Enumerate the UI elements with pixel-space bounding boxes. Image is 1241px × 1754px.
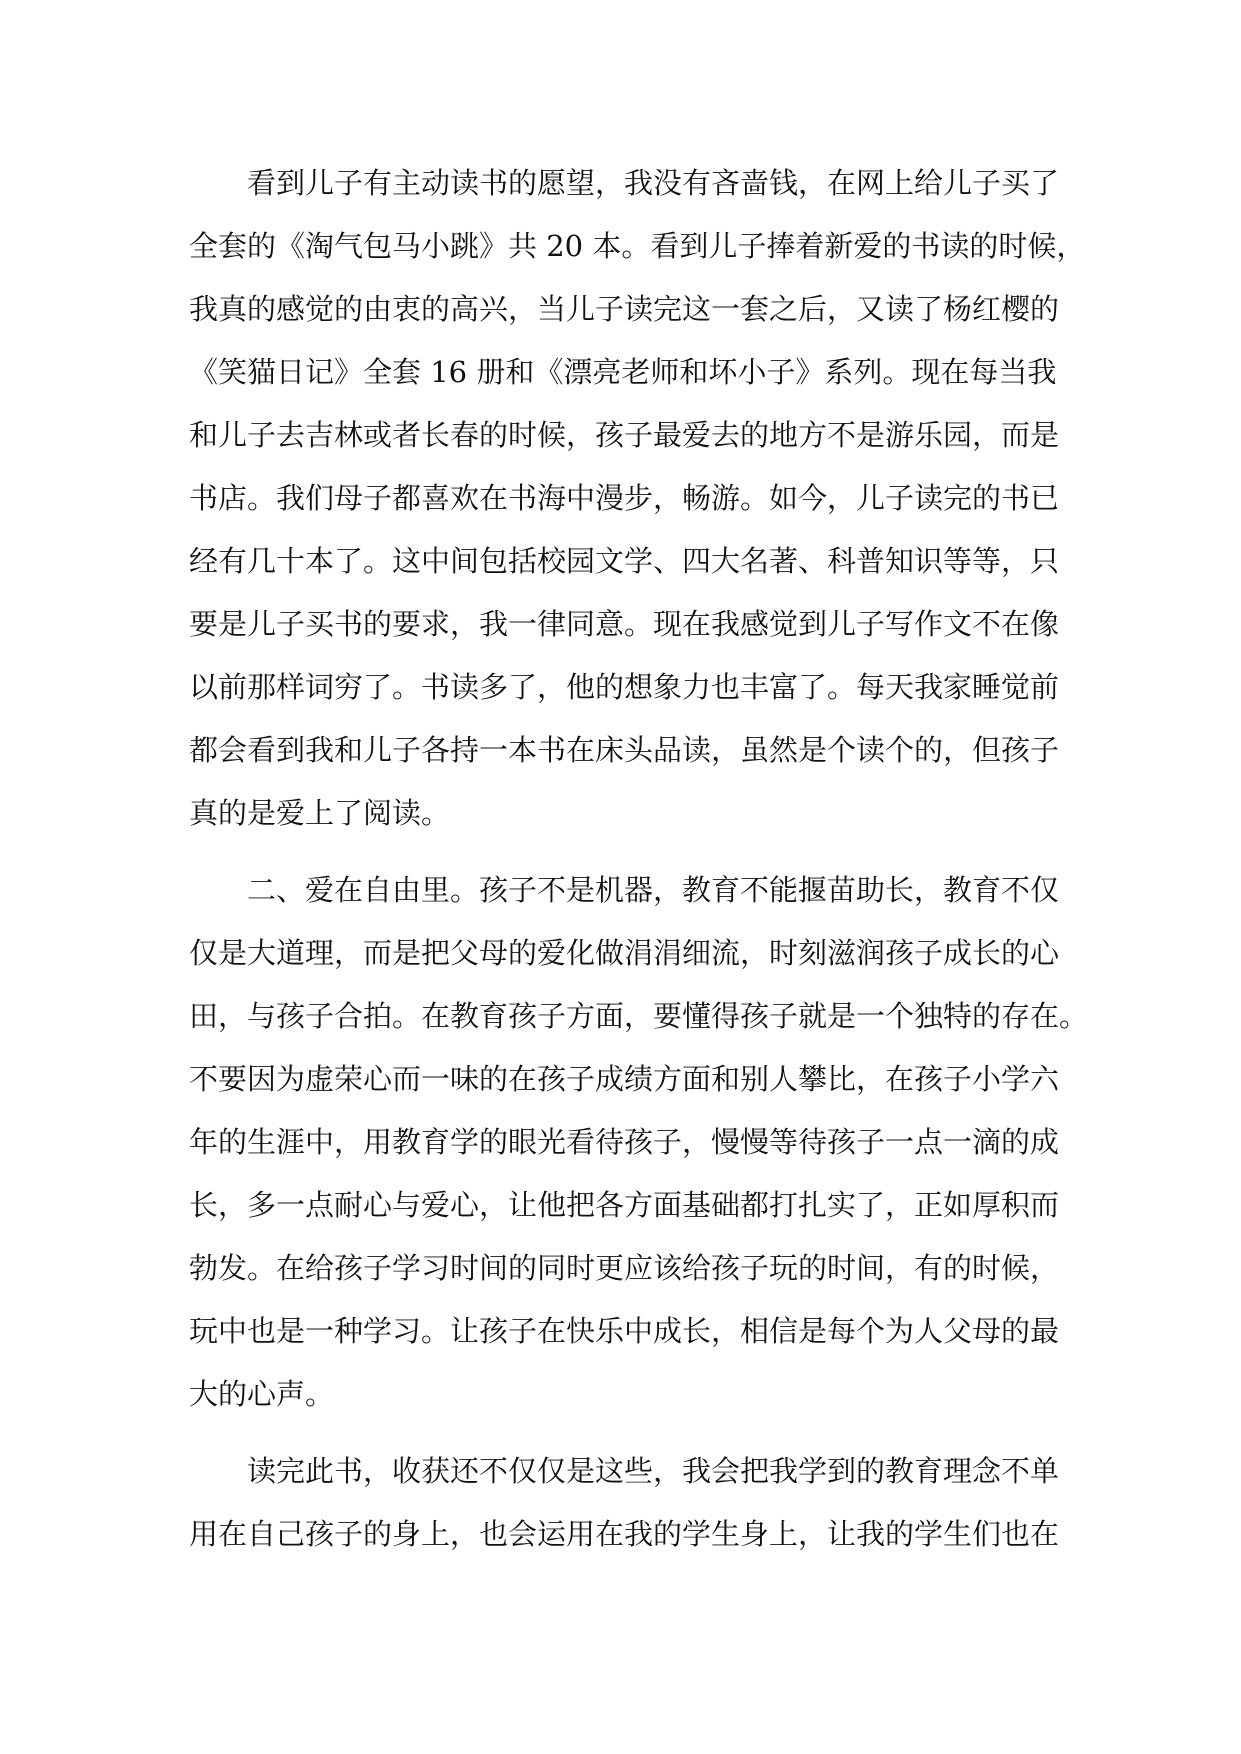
text-line: 书店。我们母子都喜欢在书海中漫步，畅游。如今，儿子读完的书已 xyxy=(189,481,1060,515)
text-line: 大的心声。 xyxy=(189,1377,335,1411)
text-line: 全套的《淘气包马小跳》共 20 本。看到儿子捧着新爱的书读的时候， xyxy=(189,229,1086,263)
text-line: 二、爱在自由里。孩子不是机器，教育不能揠苗助长，教育不仅 xyxy=(247,873,1060,907)
document-body xyxy=(189,152,1089,1566)
text-line: 要是儿子买书的要求，我一律同意。现在我感觉到儿子写作文不在像 xyxy=(189,607,1060,641)
text-line: 田，与孩子合拍。在教育孩子方面，要懂得孩子就是一个独特的存在。 xyxy=(189,999,1089,1033)
text-line: 《笑猫日记》全套 16 册和《漂亮老师和坏小子》系列。现在每当我 xyxy=(189,355,1057,389)
paragraph-2 xyxy=(189,859,1089,1426)
text-line: 和儿子去吉林或者长春的时候，孩子最爱去的地方不是游乐园，而是 xyxy=(189,418,1060,452)
text-line: 我真的感觉的由衷的高兴，当儿子读完这一套之后，又读了杨红樱的 xyxy=(189,292,1060,326)
text-line: 真的是爱上了阅读。 xyxy=(189,796,451,830)
text-line: 读完此书，收获还不仅仅是这些，我会把我学到的教育理念不单 xyxy=(247,1454,1060,1488)
text-line: 不要因为虚荣心而一味的在孩子成绩方面和别人攀比，在孩子小学六 xyxy=(189,1062,1060,1096)
text-line: 都会看到我和儿子各持一本书在床头品读，虽然是个读个的，但孩子 xyxy=(189,733,1060,767)
paragraph-spacer xyxy=(189,845,1059,859)
text-line: 年的生涯中，用教育学的眼光看待孩子，慢慢等待孩子一点一滴的成 xyxy=(189,1125,1060,1159)
text-line: 以前那样词穷了。书读多了，他的想象力也丰富了。每天我家睡觉前 xyxy=(189,670,1060,704)
text-line: 看到儿子有主动读书的愿望，我没有吝啬钱，在网上给儿子买了 xyxy=(247,166,1060,200)
text-line: 勃发。在给孩子学习时间的同时更应该给孩子玩的时间，有的时候， xyxy=(189,1251,1060,1285)
paragraph-3 xyxy=(189,1440,1059,1566)
paragraph-1 xyxy=(189,152,1086,845)
text-line: 用在自己孩子的身上，也会运用在我的学生身上，让我的学生们也在 xyxy=(189,1517,1060,1551)
text-line: 玩中也是一种学习。让孩子在快乐中成长，相信是每个为人父母的最 xyxy=(189,1314,1060,1348)
text-line: 经有几十本了。这中间包括校园文学、四大名著、科普知识等等，只 xyxy=(189,544,1060,578)
paragraph-spacer xyxy=(189,1426,1059,1440)
text-line: 长，多一点耐心与爱心，让他把各方面基础都打扎实了，正如厚积而 xyxy=(189,1188,1060,1222)
text-line: 仅是大道理，而是把父母的爱化做涓涓细流，时刻滋润孩子成长的心 xyxy=(189,936,1060,970)
